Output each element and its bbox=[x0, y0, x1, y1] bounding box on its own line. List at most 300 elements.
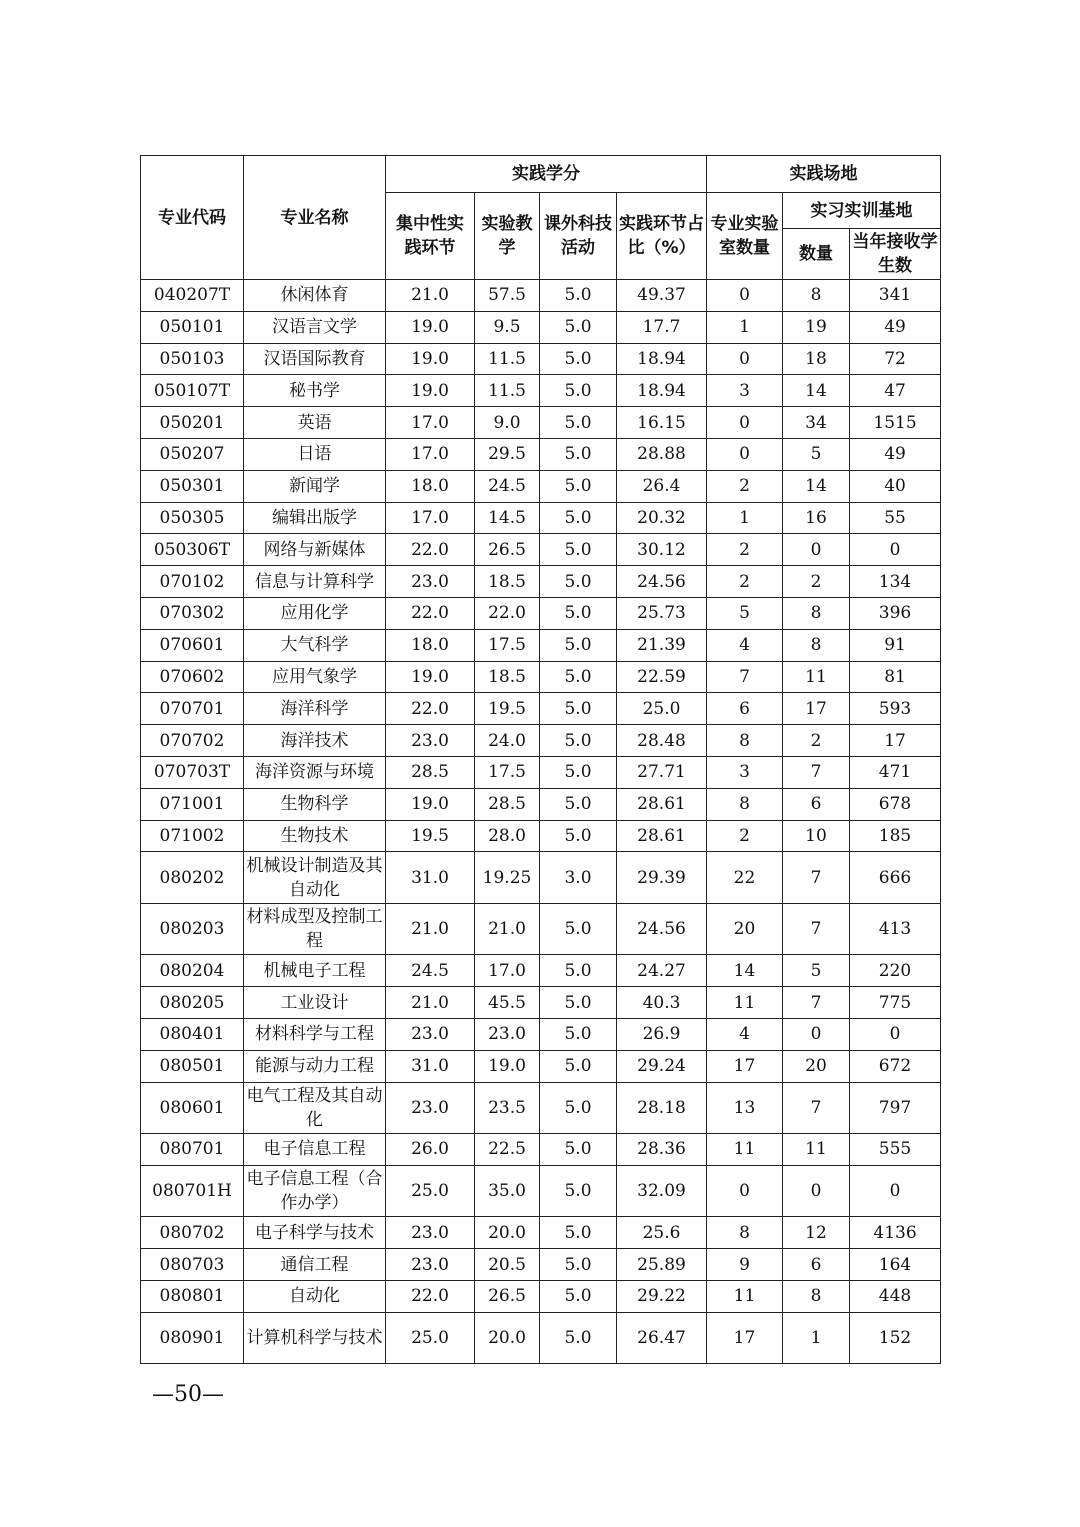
cell-experiment: 20.0 bbox=[475, 1312, 540, 1364]
cell-students: 40 bbox=[850, 470, 941, 502]
table-row bbox=[141, 987, 941, 1019]
cell-extracurricular: 5.0 bbox=[540, 375, 617, 407]
cell-experiment: 35.0 bbox=[475, 1165, 540, 1217]
cell-students: 164 bbox=[850, 1249, 941, 1281]
cell-experiment: 11.5 bbox=[475, 343, 540, 375]
table-header bbox=[141, 156, 941, 280]
cell-base-count: 7 bbox=[783, 903, 850, 955]
cell-concentrated: 21.0 bbox=[386, 280, 475, 312]
cell-labs: 7 bbox=[707, 661, 783, 693]
cell-students: 17 bbox=[850, 725, 941, 757]
cell-name: 编辑出版学 bbox=[244, 502, 386, 534]
cell-base-count: 8 bbox=[783, 1280, 850, 1312]
cell-name: 能源与动力工程 bbox=[244, 1050, 386, 1082]
cell-labs: 2 bbox=[707, 820, 783, 852]
cell-experiment: 22.0 bbox=[475, 597, 540, 629]
cell-students: 81 bbox=[850, 661, 941, 693]
cell-ratio: 30.12 bbox=[617, 534, 707, 566]
cell-labs: 13 bbox=[707, 1082, 783, 1134]
cell-concentrated: 24.5 bbox=[386, 955, 475, 987]
cell-ratio: 28.88 bbox=[617, 438, 707, 470]
cell-code: 080701 bbox=[141, 1134, 244, 1166]
cell-base-count: 20 bbox=[783, 1050, 850, 1082]
cell-name: 应用化学 bbox=[244, 597, 386, 629]
cell-code: 080501 bbox=[141, 1050, 244, 1082]
cell-code: 070701 bbox=[141, 693, 244, 725]
cell-base-count: 18 bbox=[783, 343, 850, 375]
cell-base-count: 5 bbox=[783, 955, 850, 987]
table-row bbox=[141, 438, 941, 470]
cell-ratio: 24.56 bbox=[617, 903, 707, 955]
cell-code: 070302 bbox=[141, 597, 244, 629]
cell-students: 55 bbox=[850, 502, 941, 534]
cell-concentrated: 23.0 bbox=[386, 1082, 475, 1134]
cell-ratio: 26.47 bbox=[617, 1312, 707, 1364]
cell-students: 341 bbox=[850, 280, 941, 312]
cell-name: 海洋技术 bbox=[244, 725, 386, 757]
cell-concentrated: 23.0 bbox=[386, 1018, 475, 1050]
table-row bbox=[141, 1082, 941, 1134]
cell-concentrated: 23.0 bbox=[386, 1249, 475, 1281]
cell-ratio: 26.9 bbox=[617, 1018, 707, 1050]
cell-code: 080901 bbox=[141, 1312, 244, 1364]
cell-extracurricular: 5.0 bbox=[540, 693, 617, 725]
cell-ratio: 28.36 bbox=[617, 1134, 707, 1166]
cell-ratio: 20.32 bbox=[617, 502, 707, 534]
cell-name: 自动化 bbox=[244, 1280, 386, 1312]
table-row bbox=[141, 1249, 941, 1281]
table-row bbox=[141, 597, 941, 629]
cell-concentrated: 21.0 bbox=[386, 987, 475, 1019]
table-row bbox=[141, 629, 941, 661]
cell-labs: 8 bbox=[707, 788, 783, 820]
table-row bbox=[141, 1280, 941, 1312]
header-experiment: 实验教学 bbox=[475, 193, 540, 280]
cell-name: 海洋科学 bbox=[244, 693, 386, 725]
cell-students: 134 bbox=[850, 566, 941, 598]
cell-extracurricular: 5.0 bbox=[540, 470, 617, 502]
cell-concentrated: 25.0 bbox=[386, 1165, 475, 1217]
cell-code: 070601 bbox=[141, 629, 244, 661]
cell-ratio: 25.73 bbox=[617, 597, 707, 629]
cell-labs: 14 bbox=[707, 955, 783, 987]
cell-base-count: 8 bbox=[783, 629, 850, 661]
cell-extracurricular: 5.0 bbox=[540, 820, 617, 852]
cell-labs: 9 bbox=[707, 1249, 783, 1281]
cell-experiment: 19.0 bbox=[475, 1050, 540, 1082]
cell-ratio: 22.59 bbox=[617, 661, 707, 693]
table-row bbox=[141, 534, 941, 566]
table-row bbox=[141, 1165, 941, 1217]
cell-students: 49 bbox=[850, 311, 941, 343]
table-row bbox=[141, 1217, 941, 1249]
cell-concentrated: 17.0 bbox=[386, 502, 475, 534]
cell-concentrated: 22.0 bbox=[386, 534, 475, 566]
cell-ratio: 16.15 bbox=[617, 407, 707, 439]
cell-name: 生物科学 bbox=[244, 788, 386, 820]
cell-labs: 0 bbox=[707, 407, 783, 439]
cell-name: 海洋资源与环境 bbox=[244, 756, 386, 788]
header-code: 专业代码 bbox=[141, 156, 244, 280]
cell-extracurricular: 5.0 bbox=[540, 1280, 617, 1312]
header-concentrated: 集中性实践环节 bbox=[386, 193, 475, 280]
cell-students: 775 bbox=[850, 987, 941, 1019]
cell-name: 机械电子工程 bbox=[244, 955, 386, 987]
cell-base-count: 16 bbox=[783, 502, 850, 534]
cell-name: 电子信息工程 bbox=[244, 1134, 386, 1166]
cell-base-count: 0 bbox=[783, 534, 850, 566]
cell-labs: 11 bbox=[707, 1280, 783, 1312]
cell-concentrated: 22.0 bbox=[386, 693, 475, 725]
cell-base-count: 8 bbox=[783, 280, 850, 312]
table-row bbox=[141, 788, 941, 820]
cell-name: 新闻学 bbox=[244, 470, 386, 502]
cell-ratio: 28.48 bbox=[617, 725, 707, 757]
cell-name: 汉语国际教育 bbox=[244, 343, 386, 375]
cell-students: 448 bbox=[850, 1280, 941, 1312]
cell-name: 材料科学与工程 bbox=[244, 1018, 386, 1050]
cell-code: 050305 bbox=[141, 502, 244, 534]
cell-experiment: 19.5 bbox=[475, 693, 540, 725]
cell-experiment: 24.5 bbox=[475, 470, 540, 502]
cell-base-count: 8 bbox=[783, 597, 850, 629]
cell-students: 0 bbox=[850, 534, 941, 566]
cell-code: 070102 bbox=[141, 566, 244, 598]
cell-code: 050301 bbox=[141, 470, 244, 502]
cell-code: 080701H bbox=[141, 1165, 244, 1217]
cell-experiment: 28.0 bbox=[475, 820, 540, 852]
header-students: 当年接收学生数 bbox=[850, 229, 941, 280]
cell-ratio: 28.18 bbox=[617, 1082, 707, 1134]
cell-name: 休闲体育 bbox=[244, 280, 386, 312]
cell-base-count: 11 bbox=[783, 661, 850, 693]
cell-experiment: 11.5 bbox=[475, 375, 540, 407]
cell-extracurricular: 5.0 bbox=[540, 597, 617, 629]
cell-labs: 0 bbox=[707, 343, 783, 375]
cell-students: 593 bbox=[850, 693, 941, 725]
cell-students: 220 bbox=[850, 955, 941, 987]
cell-concentrated: 17.0 bbox=[386, 407, 475, 439]
cell-code: 080801 bbox=[141, 1280, 244, 1312]
cell-concentrated: 21.0 bbox=[386, 903, 475, 955]
cell-code: 080401 bbox=[141, 1018, 244, 1050]
cell-concentrated: 31.0 bbox=[386, 852, 475, 904]
cell-extracurricular: 5.0 bbox=[540, 661, 617, 693]
cell-experiment: 23.0 bbox=[475, 1018, 540, 1050]
cell-concentrated: 25.0 bbox=[386, 1312, 475, 1364]
cell-students: 0 bbox=[850, 1018, 941, 1050]
cell-extracurricular: 5.0 bbox=[540, 725, 617, 757]
cell-experiment: 9.0 bbox=[475, 407, 540, 439]
cell-extracurricular: 5.0 bbox=[540, 1312, 617, 1364]
cell-base-count: 6 bbox=[783, 788, 850, 820]
cell-name: 秘书学 bbox=[244, 375, 386, 407]
cell-extracurricular: 5.0 bbox=[540, 1217, 617, 1249]
table-row bbox=[141, 903, 941, 955]
cell-labs: 8 bbox=[707, 1217, 783, 1249]
cell-ratio: 25.6 bbox=[617, 1217, 707, 1249]
cell-extracurricular: 5.0 bbox=[540, 534, 617, 566]
practice-table bbox=[140, 155, 941, 1364]
cell-labs: 4 bbox=[707, 629, 783, 661]
cell-extracurricular: 5.0 bbox=[540, 438, 617, 470]
cell-experiment: 23.5 bbox=[475, 1082, 540, 1134]
cell-ratio: 28.61 bbox=[617, 820, 707, 852]
cell-labs: 1 bbox=[707, 502, 783, 534]
cell-students: 672 bbox=[850, 1050, 941, 1082]
cell-ratio: 29.24 bbox=[617, 1050, 707, 1082]
table-row bbox=[141, 661, 941, 693]
cell-code: 070703T bbox=[141, 756, 244, 788]
cell-extracurricular: 5.0 bbox=[540, 987, 617, 1019]
cell-experiment: 20.5 bbox=[475, 1249, 540, 1281]
cell-concentrated: 17.0 bbox=[386, 438, 475, 470]
cell-labs: 6 bbox=[707, 693, 783, 725]
cell-ratio: 49.37 bbox=[617, 280, 707, 312]
cell-extracurricular: 5.0 bbox=[540, 566, 617, 598]
cell-base-count: 2 bbox=[783, 725, 850, 757]
table-row bbox=[141, 280, 941, 312]
header-base-count: 数量 bbox=[783, 229, 850, 280]
cell-base-count: 12 bbox=[783, 1217, 850, 1249]
cell-concentrated: 19.0 bbox=[386, 343, 475, 375]
cell-base-count: 7 bbox=[783, 852, 850, 904]
header-extracurricular: 课外科技活动 bbox=[540, 193, 617, 280]
cell-code: 050207 bbox=[141, 438, 244, 470]
cell-concentrated: 19.0 bbox=[386, 788, 475, 820]
header-venue-group: 实践场地 bbox=[707, 156, 941, 193]
table-row bbox=[141, 470, 941, 502]
cell-extracurricular: 5.0 bbox=[540, 280, 617, 312]
cell-name: 大气科学 bbox=[244, 629, 386, 661]
table-row bbox=[141, 375, 941, 407]
cell-labs: 0 bbox=[707, 438, 783, 470]
cell-name: 汉语言文学 bbox=[244, 311, 386, 343]
cell-experiment: 17.5 bbox=[475, 629, 540, 661]
cell-ratio: 29.39 bbox=[617, 852, 707, 904]
cell-code: 070702 bbox=[141, 725, 244, 757]
cell-concentrated: 18.0 bbox=[386, 629, 475, 661]
cell-students: 49 bbox=[850, 438, 941, 470]
cell-extracurricular: 5.0 bbox=[540, 756, 617, 788]
cell-labs: 5 bbox=[707, 597, 783, 629]
table-row bbox=[141, 502, 941, 534]
cell-name: 电子信息工程（合作办学） bbox=[244, 1165, 386, 1217]
cell-base-count: 7 bbox=[783, 1082, 850, 1134]
cell-experiment: 21.0 bbox=[475, 903, 540, 955]
cell-students: 555 bbox=[850, 1134, 941, 1166]
cell-code: 071002 bbox=[141, 820, 244, 852]
cell-experiment: 29.5 bbox=[475, 438, 540, 470]
cell-students: 797 bbox=[850, 1082, 941, 1134]
header-labs: 专业实验室数量 bbox=[707, 193, 783, 280]
cell-concentrated: 31.0 bbox=[386, 1050, 475, 1082]
cell-students: 72 bbox=[850, 343, 941, 375]
cell-experiment: 14.5 bbox=[475, 502, 540, 534]
table-row bbox=[141, 725, 941, 757]
table-row bbox=[141, 1312, 941, 1364]
cell-students: 396 bbox=[850, 597, 941, 629]
table-row bbox=[141, 1050, 941, 1082]
cell-extracurricular: 5.0 bbox=[540, 903, 617, 955]
cell-concentrated: 22.0 bbox=[386, 1280, 475, 1312]
cell-name: 电气工程及其自动化 bbox=[244, 1082, 386, 1134]
cell-experiment: 28.5 bbox=[475, 788, 540, 820]
cell-concentrated: 23.0 bbox=[386, 566, 475, 598]
cell-concentrated: 23.0 bbox=[386, 1217, 475, 1249]
cell-code: 080702 bbox=[141, 1217, 244, 1249]
cell-base-count: 7 bbox=[783, 987, 850, 1019]
cell-students: 413 bbox=[850, 903, 941, 955]
cell-base-count: 0 bbox=[783, 1165, 850, 1217]
cell-experiment: 19.25 bbox=[475, 852, 540, 904]
cell-base-count: 7 bbox=[783, 756, 850, 788]
cell-base-count: 34 bbox=[783, 407, 850, 439]
cell-base-count: 2 bbox=[783, 566, 850, 598]
cell-base-count: 10 bbox=[783, 820, 850, 852]
cell-concentrated: 19.0 bbox=[386, 661, 475, 693]
cell-extracurricular: 5.0 bbox=[540, 1249, 617, 1281]
cell-base-count: 14 bbox=[783, 470, 850, 502]
cell-extracurricular: 5.0 bbox=[540, 788, 617, 820]
header-base-group: 实习实训基地 bbox=[783, 193, 941, 229]
cell-labs: 22 bbox=[707, 852, 783, 904]
cell-experiment: 24.0 bbox=[475, 725, 540, 757]
table-row bbox=[141, 343, 941, 375]
cell-extracurricular: 5.0 bbox=[540, 1082, 617, 1134]
cell-labs: 8 bbox=[707, 725, 783, 757]
cell-extracurricular: 5.0 bbox=[540, 1165, 617, 1217]
cell-base-count: 6 bbox=[783, 1249, 850, 1281]
cell-extracurricular: 5.0 bbox=[540, 1050, 617, 1082]
cell-experiment: 9.5 bbox=[475, 311, 540, 343]
cell-name: 通信工程 bbox=[244, 1249, 386, 1281]
cell-code: 080203 bbox=[141, 903, 244, 955]
cell-extracurricular: 5.0 bbox=[540, 502, 617, 534]
cell-labs: 17 bbox=[707, 1050, 783, 1082]
cell-code: 040207T bbox=[141, 280, 244, 312]
table-row bbox=[141, 693, 941, 725]
cell-concentrated: 18.0 bbox=[386, 470, 475, 502]
cell-students: 152 bbox=[850, 1312, 941, 1364]
cell-concentrated: 23.0 bbox=[386, 725, 475, 757]
table-row bbox=[141, 955, 941, 987]
cell-base-count: 19 bbox=[783, 311, 850, 343]
cell-code: 071001 bbox=[141, 788, 244, 820]
cell-code: 080205 bbox=[141, 987, 244, 1019]
cell-ratio: 18.94 bbox=[617, 343, 707, 375]
cell-extracurricular: 5.0 bbox=[540, 955, 617, 987]
table-body bbox=[141, 280, 941, 1364]
cell-students: 47 bbox=[850, 375, 941, 407]
cell-experiment: 45.5 bbox=[475, 987, 540, 1019]
table-row bbox=[141, 1018, 941, 1050]
cell-labs: 3 bbox=[707, 756, 783, 788]
cell-extracurricular: 5.0 bbox=[540, 629, 617, 661]
cell-base-count: 14 bbox=[783, 375, 850, 407]
cell-name: 计算机科学与技术 bbox=[244, 1312, 386, 1364]
cell-concentrated: 19.0 bbox=[386, 311, 475, 343]
header-credits-group: 实践学分 bbox=[386, 156, 707, 193]
cell-base-count: 11 bbox=[783, 1134, 850, 1166]
cell-name: 生物技术 bbox=[244, 820, 386, 852]
cell-ratio: 21.39 bbox=[617, 629, 707, 661]
cell-concentrated: 19.5 bbox=[386, 820, 475, 852]
cell-name: 材料成型及控制工程 bbox=[244, 903, 386, 955]
cell-code: 050103 bbox=[141, 343, 244, 375]
cell-students: 0 bbox=[850, 1165, 941, 1217]
table-row bbox=[141, 756, 941, 788]
cell-ratio: 26.4 bbox=[617, 470, 707, 502]
cell-labs: 1 bbox=[707, 311, 783, 343]
cell-name: 应用气象学 bbox=[244, 661, 386, 693]
cell-experiment: 18.5 bbox=[475, 661, 540, 693]
cell-students: 666 bbox=[850, 852, 941, 904]
cell-experiment: 26.5 bbox=[475, 534, 540, 566]
table-row bbox=[141, 820, 941, 852]
cell-labs: 11 bbox=[707, 1134, 783, 1166]
cell-ratio: 40.3 bbox=[617, 987, 707, 1019]
cell-ratio: 27.71 bbox=[617, 756, 707, 788]
cell-labs: 11 bbox=[707, 987, 783, 1019]
cell-labs: 2 bbox=[707, 470, 783, 502]
table-row bbox=[141, 311, 941, 343]
cell-labs: 3 bbox=[707, 375, 783, 407]
cell-code: 050306T bbox=[141, 534, 244, 566]
cell-name: 英语 bbox=[244, 407, 386, 439]
cell-ratio: 25.89 bbox=[617, 1249, 707, 1281]
cell-code: 080204 bbox=[141, 955, 244, 987]
cell-base-count: 17 bbox=[783, 693, 850, 725]
header-name: 专业名称 bbox=[244, 156, 386, 280]
cell-base-count: 0 bbox=[783, 1018, 850, 1050]
cell-code: 050101 bbox=[141, 311, 244, 343]
cell-students: 4136 bbox=[850, 1217, 941, 1249]
cell-experiment: 18.5 bbox=[475, 566, 540, 598]
cell-labs: 17 bbox=[707, 1312, 783, 1364]
cell-ratio: 25.0 bbox=[617, 693, 707, 725]
cell-code: 050201 bbox=[141, 407, 244, 439]
cell-name: 日语 bbox=[244, 438, 386, 470]
cell-extracurricular: 5.0 bbox=[540, 1018, 617, 1050]
cell-base-count: 5 bbox=[783, 438, 850, 470]
cell-concentrated: 26.0 bbox=[386, 1134, 475, 1166]
cell-ratio: 24.56 bbox=[617, 566, 707, 598]
table-row bbox=[141, 407, 941, 439]
cell-labs: 4 bbox=[707, 1018, 783, 1050]
cell-extracurricular: 5.0 bbox=[540, 407, 617, 439]
cell-ratio: 29.22 bbox=[617, 1280, 707, 1312]
cell-code: 050107T bbox=[141, 375, 244, 407]
cell-experiment: 57.5 bbox=[475, 280, 540, 312]
cell-code: 080703 bbox=[141, 1249, 244, 1281]
cell-extracurricular: 5.0 bbox=[540, 343, 617, 375]
cell-ratio: 17.7 bbox=[617, 311, 707, 343]
cell-extracurricular: 5.0 bbox=[540, 311, 617, 343]
cell-extracurricular: 5.0 bbox=[540, 1134, 617, 1166]
cell-concentrated: 28.5 bbox=[386, 756, 475, 788]
cell-code: 070602 bbox=[141, 661, 244, 693]
cell-name: 信息与计算科学 bbox=[244, 566, 386, 598]
cell-students: 185 bbox=[850, 820, 941, 852]
table-row bbox=[141, 852, 941, 904]
cell-extracurricular: 3.0 bbox=[540, 852, 617, 904]
cell-labs: 0 bbox=[707, 1165, 783, 1217]
cell-base-count: 1 bbox=[783, 1312, 850, 1364]
cell-students: 471 bbox=[850, 756, 941, 788]
table-row bbox=[141, 566, 941, 598]
cell-code: 080202 bbox=[141, 852, 244, 904]
